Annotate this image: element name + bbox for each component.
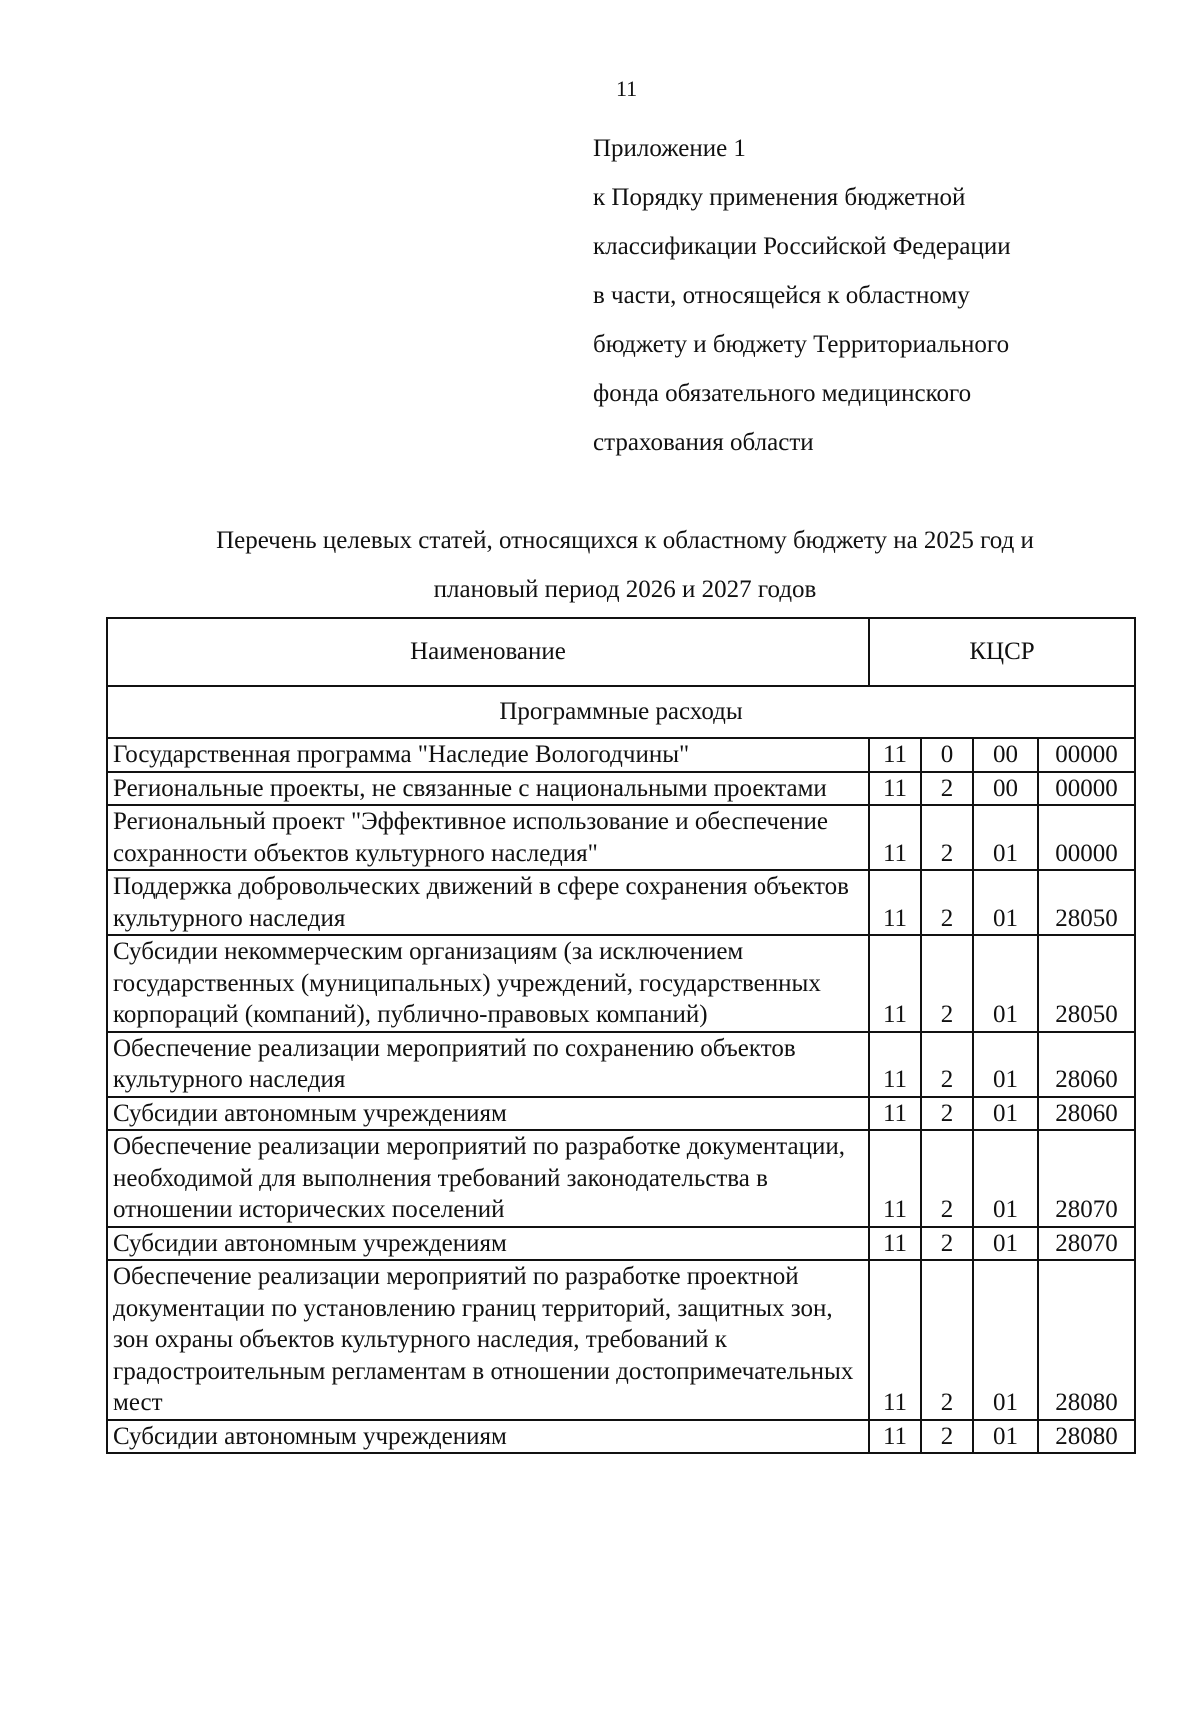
title-line-2: плановый период 2026 и 2027 годов	[433, 576, 817, 603]
kcsr-program: 11	[869, 1227, 921, 1261]
table-body	[107, 686, 1135, 1453]
page-number: 11	[616, 76, 638, 101]
appendix-line: в части, относящейся к областному	[593, 282, 970, 309]
kcsr-event: 01	[973, 1260, 1038, 1420]
kcsr-program: 11	[869, 935, 921, 1032]
kcsr-event: 01	[973, 1420, 1038, 1454]
appendix-line: классификации Российской Федерации	[593, 233, 1011, 260]
kcsr-direction: 00000	[1038, 772, 1135, 806]
kcsr-subprogram: 2	[921, 805, 973, 870]
kcsr-subprogram: 2	[921, 935, 973, 1032]
kcsr-event: 00	[973, 772, 1038, 806]
appendix-line: фонда обязательного медицинского	[593, 380, 972, 407]
row-name: Обеспечение реализации мероприятий по разработке проектной документации по установлению границ территорий, защитных зон, зон охраны объектов культурного наследия, требований к градостроительным регламентам в отношении достопримечательных мест	[107, 1260, 869, 1420]
row-name: Региональные проекты, не связанные с национальными проектами	[107, 772, 869, 806]
kcsr-event: 01	[973, 805, 1038, 870]
row-name: Поддержка добровольческих движений в сфере сохранения объектов культурного наследия	[107, 870, 869, 935]
section-row	[107, 686, 1135, 738]
kcsr-program: 11	[869, 805, 921, 870]
kcsr-direction: 28060	[1038, 1097, 1135, 1131]
kcsr-direction: 00000	[1038, 738, 1135, 772]
row-name: Субсидии некоммерческим организациям (за исключением государственных (муниципальных) учреждений, государственных корпораций (компаний), публично-правовых компаний)	[107, 935, 869, 1032]
appendix-header	[593, 124, 1113, 467]
appendix-line: Приложение 1	[593, 135, 746, 162]
kcsr-program: 11	[869, 1420, 921, 1454]
kcsr-program: 11	[869, 772, 921, 806]
kcsr-direction: 00000	[1038, 805, 1135, 870]
title-line-1: Перечень целевых статей, относящихся к областному бюджету на 2025 год и	[216, 527, 1034, 554]
row-name: Субсидии автономным учреждениям	[107, 1227, 869, 1261]
kcsr-direction: 28050	[1038, 935, 1135, 1032]
kcsr-subprogram: 2	[921, 1260, 973, 1420]
kcsr-subprogram: 2	[921, 870, 973, 935]
section-label: Программные расходы	[107, 686, 1135, 738]
row-name: Субсидии автономным учреждениям	[107, 1097, 869, 1131]
kcsr-program: 11	[869, 1260, 921, 1420]
kcsr-program: 11	[869, 1097, 921, 1131]
kcsr-event: 00	[973, 738, 1038, 772]
row-name: Государственная программа "Наследие Вологодчины"	[107, 738, 869, 772]
kcsr-direction: 28080	[1038, 1420, 1135, 1454]
column-header-name: Наименование	[107, 618, 869, 686]
table-row	[107, 870, 1135, 935]
kcsr-subprogram: 0	[921, 738, 973, 772]
table-row	[107, 1032, 1135, 1097]
kcsr-direction: 28080	[1038, 1260, 1135, 1420]
appendix-line: бюджету и бюджету Территориального	[593, 331, 1010, 358]
kcsr-event: 01	[973, 1227, 1038, 1261]
kcsr-program: 11	[869, 738, 921, 772]
kcsr-event: 01	[973, 870, 1038, 935]
row-name: Обеспечение реализации мероприятий по сохранению объектов культурного наследия	[107, 1032, 869, 1097]
table-row	[107, 1227, 1135, 1261]
kcsr-subprogram: 2	[921, 772, 973, 806]
column-header-kcsr: КЦСР	[869, 618, 1135, 686]
appendix-line: страхования области	[593, 429, 814, 456]
table-row	[107, 1260, 1135, 1420]
table-row	[107, 805, 1135, 870]
row-name: Субсидии автономным учреждениям	[107, 1420, 869, 1454]
kcsr-event: 01	[973, 1032, 1038, 1097]
kcsr-subprogram: 2	[921, 1097, 973, 1131]
table-row	[107, 1420, 1135, 1454]
kcsr-event: 01	[973, 1130, 1038, 1227]
table-row	[107, 935, 1135, 1032]
kcsr-subprogram: 2	[921, 1130, 973, 1227]
document-title	[100, 516, 1150, 614]
table-row	[107, 772, 1135, 806]
row-name: Обеспечение реализации мероприятий по разработке документации, необходимой для выполнения требований законодательства в отношении исторических поселений	[107, 1130, 869, 1227]
kcsr-direction: 28050	[1038, 870, 1135, 935]
kcsr-program: 11	[869, 870, 921, 935]
kcsr-direction: 28070	[1038, 1130, 1135, 1227]
table-header-row	[107, 618, 1135, 686]
row-name: Региональный проект "Эффективное использование и обеспечение сохранности объектов культурного наследия"	[107, 805, 869, 870]
kcsr-program: 11	[869, 1032, 921, 1097]
table-row	[107, 738, 1135, 772]
table-row	[107, 1097, 1135, 1131]
kcsr-subprogram: 2	[921, 1227, 973, 1261]
target-articles-table	[106, 617, 1136, 1454]
kcsr-subprogram: 2	[921, 1420, 973, 1454]
kcsr-subprogram: 2	[921, 1032, 973, 1097]
kcsr-program: 11	[869, 1130, 921, 1227]
appendix-line: к Порядку применения бюджетной	[593, 184, 966, 211]
kcsr-event: 01	[973, 935, 1038, 1032]
kcsr-event: 01	[973, 1097, 1038, 1131]
kcsr-direction: 28060	[1038, 1032, 1135, 1097]
table-row	[107, 1130, 1135, 1227]
kcsr-direction: 28070	[1038, 1227, 1135, 1261]
